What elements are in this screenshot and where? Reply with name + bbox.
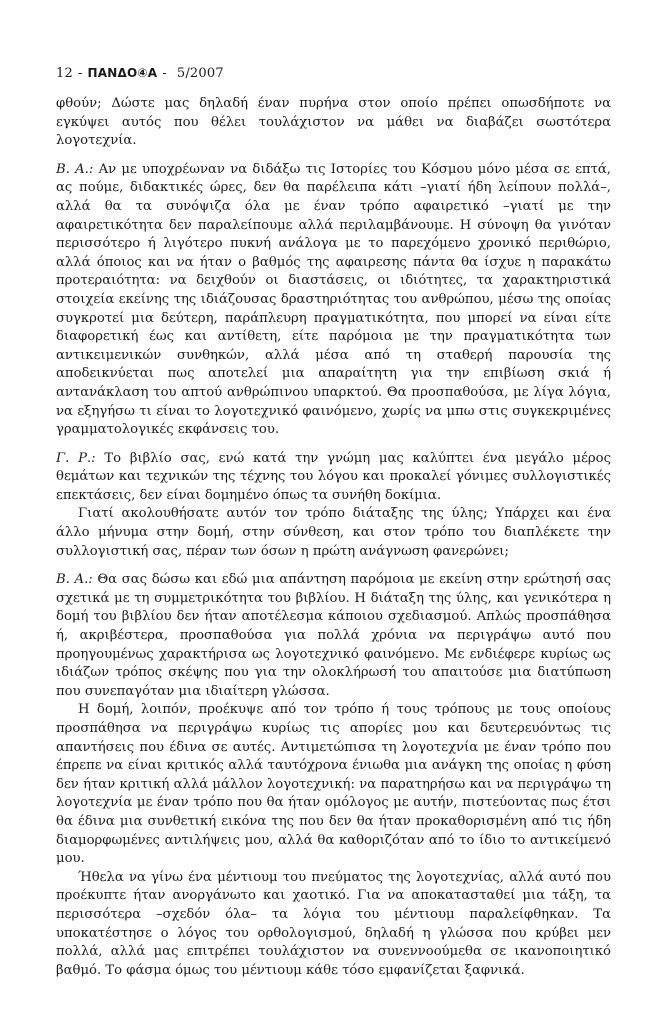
issue-number: 5/2007 [176,66,224,81]
paragraph-text: Ήθελα να γίνω ένα μέντιουμ του πνεύματος της λογοτεχνίας, αλλά αυτό που προέκυπτε ήταν ανοργάνωτο και χαοτικό. Για να αποκατασταθεί μια τάξη, τα περισσότερα –σχεδόν όλα– τα λόγια του μέντιουμ παραλείφθηκαν. Τα υποκατέστησε ο λόγος του ορθολογισμού, δηλαδή η γλώσσα που κρύβει μεν πολλά, αλλά μας επιτρέπει τουλάχιστον να συνεννοούμεθα σε ικανοποιητικό βαθμό. Το φάσμα όμως του μέντιουμ κάθε τόσο εμφανίζεται ξαφνικά. [56,869,611,978]
paragraph [56,161,611,440]
paragraph-text: φθούν; Δώστε μας δηλαδή έναν πυρήνα στον οποίο πρέπει οπωσδήποτε να εγκύψει αυτός που θέλει τουλάχιστον να μάθει να διαβάζει σωστότερα λογοτεχνία. [56,96,611,149]
paragraph [56,869,611,981]
header-separator: - [77,66,83,81]
paragraph-text: Αν με υποχρέωναν να διδάξω τις Ιστορίες του Κόσμου μόνο μέσα σε επτά, ας πούμε, διδακτικές ώρες, δεν θα παρέλειπα κάτι –γιατί ήδη λείπουν πολλά–, αλλά θα τα συνόψιζα όλα με έναν τρόπο αφαιρετικό –γιατί με την αφαιρετικότητα δεν παραλείπουμε αλλά περιλαμβάνουμε. Η σύνοψη θα γινόταν περισσότερο ή λιγότερο πυκνή ανάλογα με το παρεχόμενο χρονικό περιθώριο, αλλά όποιος και να ήταν ο βαθμός της αφαιρεσης πάντα θα ίσχυε η παρακάτω προτεραιότητα: να δειχθούν οι διαστάσεις, οι ιδιότητες, τα χαρακτηριστικά στοιχεία εκείνης της ιδιάζουσας δραστηριότητας του ανθρώπου, μέσω της οποίας συγκροτεί μια δεύτερη, παράπλευρη πραγματικότητα, που μπορεί να είναι είτε διαφορετική έως και αντίθετη, είτε παρόμοια με την πραγματικότητα των αντικειμενικών συνθηκών, αλλά μέσα από τη σταθερή παρουσία της αποδεικνύεται πως αποτελεί μια απαραίτητη για την επιβίωση σκιά ή αντανάκλαση του απτού ανθρώπινου υπαρκτού. Θα προσπαθούσα, με λίγα λόγια, να εξηγήσω τι είναι το λογοτεχνικό φαινόμενο, χωρίς να μπω στις συγκεκριμένες γραμματολογικές εκφάνσεις του. [56,161,611,438]
speaker-label: Β. Α.: [56,161,94,177]
running-header [56,66,611,81]
paragraph [56,701,611,868]
paragraph [56,505,611,561]
speaker-label: Β. Α.: [56,572,93,588]
paragraph-text: Το βιβλίο σας, ενώ κατά την γνώμη μας καλύπτει ένα μεγάλο μέρος θεμάτων και τεχνικών της τέχνης του λόγου και προκαλεί γόνιμες συλλογιστικές επεκτάσεις, δεν είναι δομημένο όπως τα συνήθη δοκίμια. [56,450,611,503]
paragraph [56,450,611,506]
page-number: 12 [56,66,73,81]
paragraph [56,95,611,151]
header-separator: - [162,66,167,81]
paragraph-text: Η δομή, λοιπόν, προέκυψε από τον τρόπο ή τους τρόπους με τους οποίους προσπάθησα να περιγράψω κυρίως τις απορίες μου και δευτερευόντως τις απαντήσεις που έδινα σε αυτές. Αντιμετώπισα τη λογοτεχνία με έναν τρόπο που έπρεπε να είναι κριτικός αλλά ταυτόχρονα ένιωθα μια ανάγκη της οποίας η φύση δεν ήταν κριτική αλλά μάλλον λογοτεχνική: να παρατηρήσω και να περιγράψω τη λογοτεχνία με έναν τρόπο που θα ήταν ομόλογος με αυτήν, πιστεύοντας πως έτσι θα έδινα μια συνθετική εικόνα της που δεν θα ήταν προκαθορισμένη από τις ήδη διαμορφωμένες αντιλήψεις μου, αλλά θα καθοριζόταν από το ίδιο το αντικείμενό μου. [56,702,611,867]
paragraph [56,571,611,701]
journal-name: ΠΑΝΔΟ④Α [87,66,158,80]
paragraph-text: Θα σας δώσω και εδώ μια απάντηση παρόμοια με εκείνη στην ερώτησή σας σχετικά με τη συμμετρικότητα του βιβλίου. Η διάταξη της ύλης, και γενικότερα η δομή του βιβλίου δεν ήταν αποτέλεσμα κάποιου σχεδιασμού. Απλώς προσπάθησα ή, ακριβέστερα, προσπαθούσα για πολλά χρόνια να περιγράψω αυτό που προηγουμένως χαρακτήρισα ως λογοτεχνικό φαινόμενο. Με ενδιέφερε κυρίως ως ιδιάζων τρόπος σκέψης που για την ολοκλήρωσή του απαιτούσε μια διατύπωση που συνεπαγόταν μια ιδιαίτερη γλώσσα. [56,572,612,699]
paragraph-text: Γιατί ακολουθήσατε αυτόν τον τρόπο διάταξης της ύλης; Υπάρχει και ένα άλλο μήνυμα στην δομή, στην σύνθεση, και στον τρόπο του διαπλέκετε την συλλογιστική σας, πέραν των όσων η πρώτη ανάγνωση φανερώνει; [56,506,611,559]
article-body [56,95,611,980]
speaker-label: Γ. Ρ.: [56,450,96,466]
